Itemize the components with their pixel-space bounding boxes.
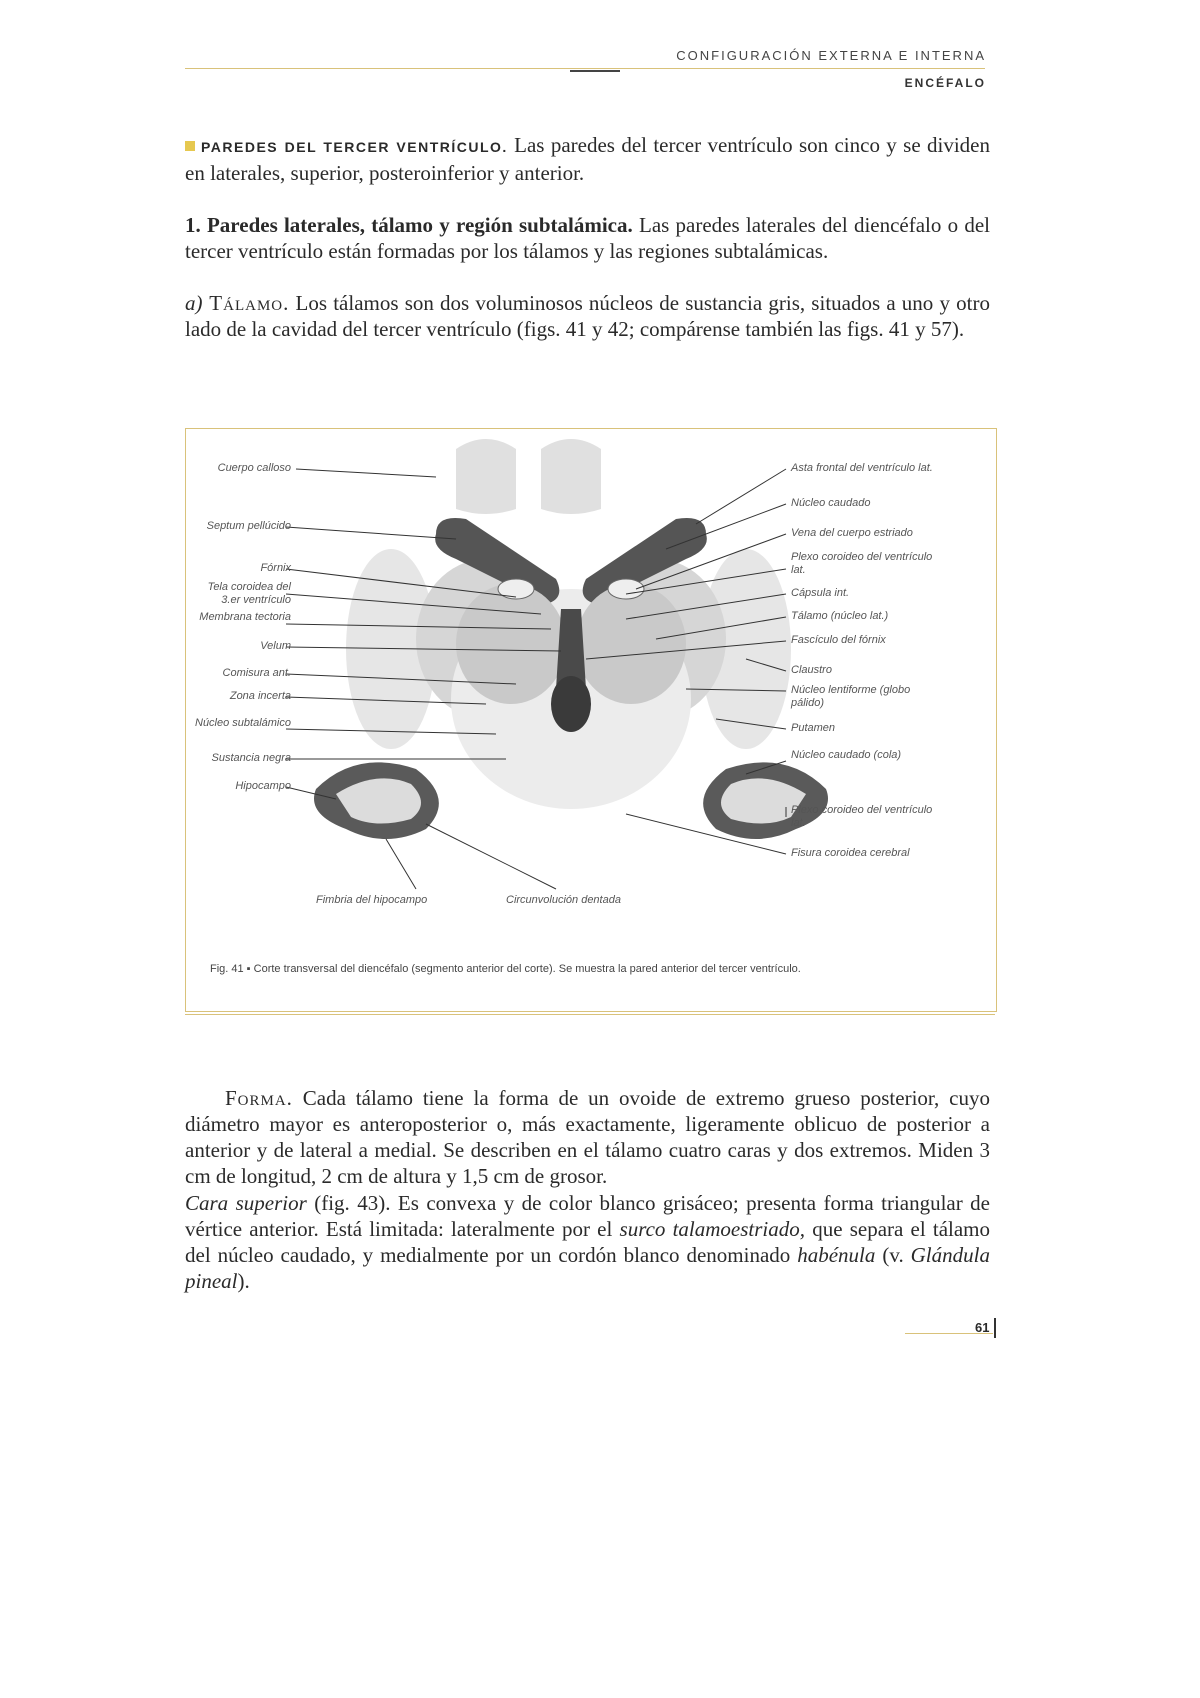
paragraph-body: Cada tálamo tiene la forma de un ovoide de extremo grueso posterior, cuyo diámetro mayor es anteroposterior o, más exactamente, ligeramente oblicuo de posterior a anterior y de lateral a medial. Se describen en el tálamo cuatro caras y dos extremos. Miden 3 cm de longitud, 2 cm de altura y 1,5 cm de grosor. <box>185 1086 990 1188</box>
label-septum: Septum pellúcido <box>206 520 291 532</box>
running-title: CONFIGURACIÓN EXTERNA E INTERNA <box>676 48 986 63</box>
label-talamo: Tálamo (núcleo lat.) <box>791 610 889 622</box>
label-hipocampo: Hipocampo <box>235 780 291 792</box>
paragraph-body: Las paredes del tercer ventrículo son cinco y se dividen en laterales, superior, posteroinferior y anterior. <box>185 133 990 185</box>
paragraph-thalamus <box>185 290 990 342</box>
term-surco: surco talamoestriado, <box>619 1217 806 1241</box>
paragraph-lead-italic: Cara superior <box>185 1191 307 1215</box>
paragraph-lead: Forma. <box>225 1086 293 1110</box>
figure-bottom-rule <box>185 1014 995 1015</box>
label-velum: Velum <box>260 640 291 652</box>
section-title: ENCÉFALO <box>904 76 986 90</box>
label-comisura-ant: Comisura ant. <box>222 667 291 679</box>
label-fisura-coroidea: Fisura coroidea cerebral <box>791 847 910 859</box>
label-sustancia-negra: Sustancia negra <box>211 752 291 764</box>
label-putamen: Putamen <box>791 722 836 734</box>
paragraph-walls <box>185 132 990 186</box>
term-glandula-pineal: Glándula pineal <box>185 1243 990 1293</box>
page-number: 61 <box>975 1320 990 1335</box>
label-membrana-tectoria: Membrana tectoria <box>199 611 291 623</box>
paragraph-lead-italic: a) <box>185 291 203 315</box>
figure-41 <box>185 428 997 1012</box>
paragraph-lead: Tálamo. <box>202 291 290 315</box>
paragraph-body: Las paredes laterales del diencéfalo o del tercer ventrículo están formadas por los tálamos y las regiones subtalámicas. <box>185 213 990 263</box>
label-fimbria: Fimbria del hipocampo <box>316 894 428 906</box>
label-cuerpo-calloso: Cuerpo calloso <box>217 462 291 474</box>
page-number-bar <box>994 1318 996 1338</box>
label-nucleo-caudado-cola: Núcleo caudado (cola) <box>791 749 902 761</box>
label-asta-frontal: Asta frontal del ventrículo lat. <box>791 462 933 474</box>
paragraph-lead: 1. Paredes laterales, tálamo y región subtalámica. <box>185 213 633 237</box>
term-habenula: habénula <box>797 1243 876 1267</box>
header-rule <box>185 68 985 69</box>
label-nucleo-caudado: Núcleo caudado <box>791 497 871 509</box>
figure-caption: Fig. 41 ▪ Corte transversal del diencéfalo (segmento anterior del corte). Se muestra la pared anterior del tercer ventrículo. <box>210 963 801 975</box>
header-rule-dark <box>570 70 620 72</box>
label-capsula-int: Cápsula int. <box>791 587 850 599</box>
label-zona-incerta: Zona incerta <box>229 690 291 702</box>
label-vena-cuerpo-estriado: Vena del cuerpo estriado <box>791 527 913 539</box>
label-plexo-coroideo: Plexo coroideo del ventrículo lat. <box>791 551 933 576</box>
paragraph-body: Los tálamos son dos voluminosos núcleos de sustancia gris, situados a uno y otro lado de la cavidad del tercer ventrículo (figs. 41 y 42; compárense también las figs. 41 y 57). <box>185 291 990 341</box>
label-fasciculo-fornix: Fascículo del fórnix <box>791 634 886 646</box>
label-tela-coroidea: Tela coroidea del 3.er ventrículo <box>207 581 291 606</box>
paragraph-body: ). <box>237 1269 250 1293</box>
paragraph-forma <box>185 1085 990 1189</box>
paragraph-lead: PAREDES DEL TERCER VENTRÍCULO. <box>201 139 508 155</box>
label-nucleo-subtalamico: Núcleo subtalámico <box>195 717 291 729</box>
paragraph-body: que separa el tálamo del núcleo caudado, y medialmente por un cordón blanco denominado <box>185 1217 991 1267</box>
section-marker-icon <box>185 141 195 151</box>
label-circunvolucion-dentada: Circunvolución dentada <box>506 894 621 906</box>
label-fornix: Fórnix <box>260 562 291 574</box>
paragraph-cara-superior <box>185 1190 990 1294</box>
label-nucleo-lentiforme: Núcleo lentiforme (globo pálido) <box>791 684 911 709</box>
label-claustro: Claustro <box>791 664 832 676</box>
paragraph-body: (v. <box>875 1243 911 1267</box>
label-plexo-coroideo-2: Plexo coroideo del ventrículo lat. <box>791 804 933 829</box>
paragraph-lateral-walls <box>185 212 990 264</box>
paragraph-body: (fig. 43). Es convexa y de color blanco grisáceo; presenta forma triangular de vértice anterior. Está limitada: lateralmente por el <box>185 1191 991 1241</box>
